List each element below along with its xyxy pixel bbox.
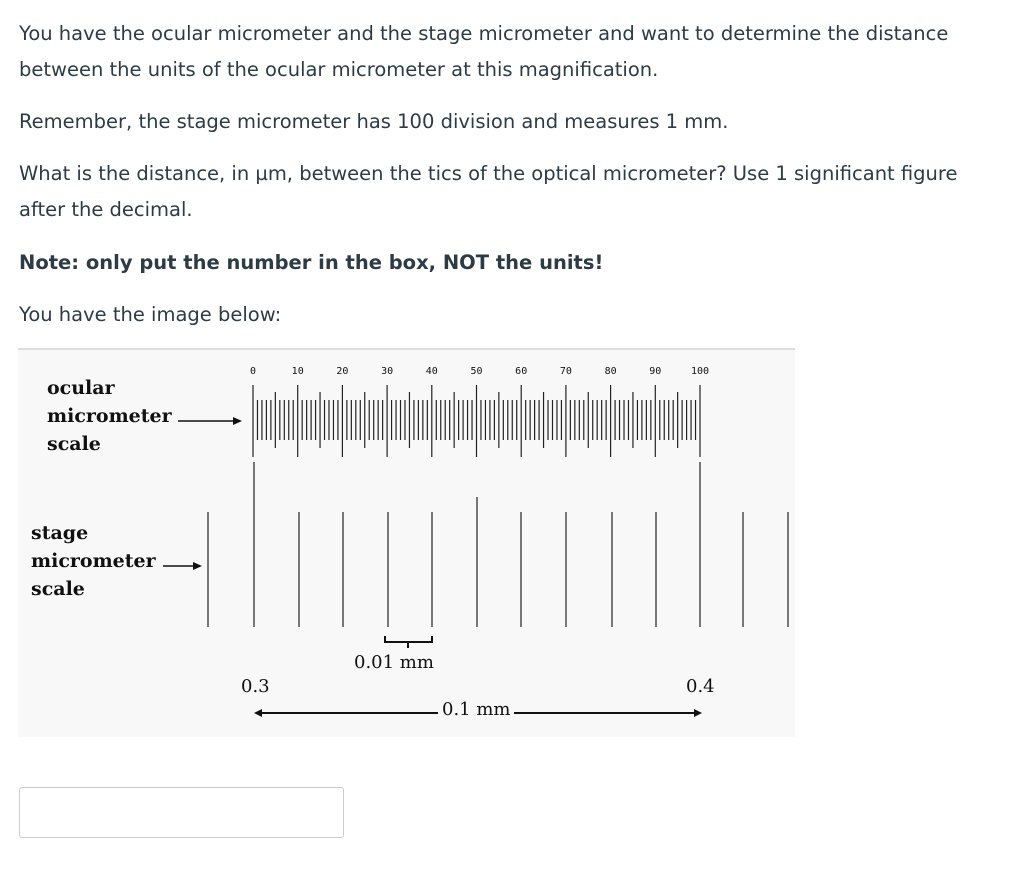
question-paragraph-2: Remember, the stage micrometer has 100 division and measures 1 mm. — [19, 110, 729, 133]
right-mark-label: 0.4 — [686, 676, 715, 697]
ocular-label-line: ocular — [47, 377, 115, 399]
ocular-label-line: micrometer — [47, 405, 172, 427]
note: Note: only put the number in the box, NOT the units! — [19, 251, 604, 274]
arrow-head-icon — [193, 562, 202, 570]
ocular-tick-label: 0 — [249, 366, 257, 377]
stage-label-line: stage — [31, 522, 89, 544]
division-bracket — [385, 636, 432, 642]
image-intro: You have the image below: — [19, 303, 282, 326]
arrow-right-icon — [694, 709, 702, 717]
stage-label — [31, 519, 156, 603]
ocular-tick-label: 10 — [291, 366, 304, 377]
ocular-tick-label: 80 — [604, 366, 617, 377]
arrow-head-icon — [233, 417, 242, 425]
ocular-tick-label: 50 — [470, 366, 483, 377]
question-paragraph-3: What is the distance, in µm, between the tics of the optical micrometer? Use 1 significant figure after the decimal. — [19, 162, 958, 221]
answer-input[interactable] — [19, 787, 344, 838]
left-mark-label: 0.3 — [241, 676, 270, 697]
question-paragraph-1: You have the ocular micrometer and the stage micrometer and want to determine the distance between the units of the ocular micrometer at this magnification. — [19, 22, 949, 81]
stage-label-line: scale — [31, 578, 85, 600]
ocular-label-line: scale — [47, 433, 101, 455]
ocular-tick-label: 100 — [690, 366, 710, 377]
small-division-label: 0.01 mm — [354, 652, 434, 673]
arrow-left-icon — [254, 709, 262, 717]
ocular-label — [47, 374, 172, 458]
ocular-tick-label: 90 — [649, 366, 662, 377]
stage-label-line: micrometer — [31, 550, 156, 572]
ocular-tick-label: 40 — [425, 366, 438, 377]
ocular-tick-label: 70 — [559, 366, 572, 377]
ocular-tick-label: 20 — [336, 366, 349, 377]
ocular-tick-label: 30 — [381, 366, 394, 377]
ocular-tick-label: 60 — [515, 366, 528, 377]
span-label: 0.1 mm — [438, 699, 514, 720]
micrometer-figure — [18, 348, 795, 737]
